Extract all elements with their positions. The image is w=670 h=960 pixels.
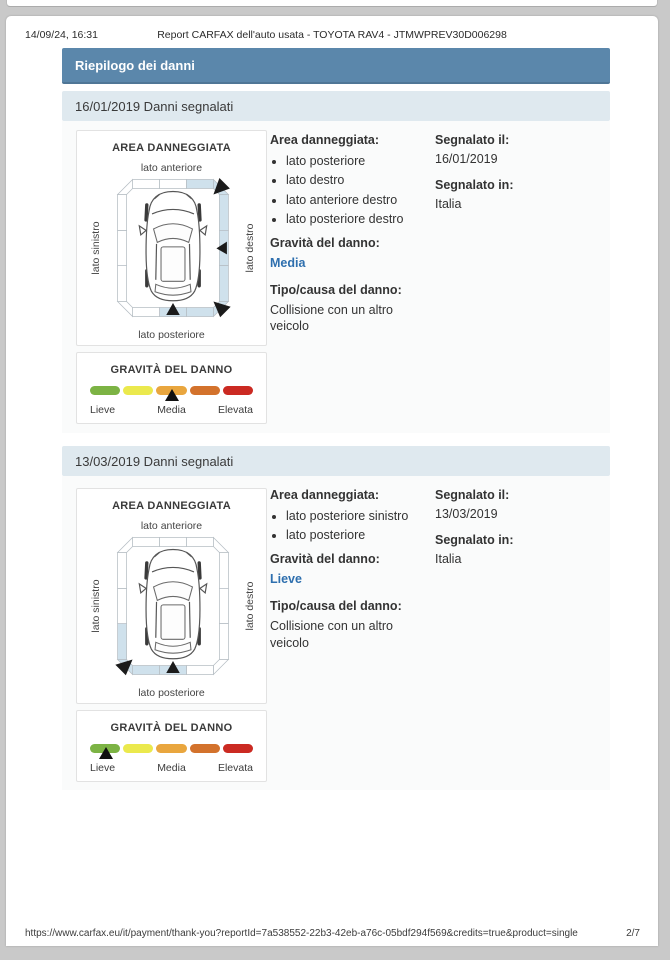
reported-in-label: Segnalato in: — [435, 532, 514, 547]
frame-segment — [186, 308, 213, 317]
document-datetime: 14/09/24, 16:31 — [25, 29, 98, 41]
frame-segment — [213, 660, 228, 675]
severity-segment — [223, 744, 253, 753]
front-side-label: lato anteriore — [140, 162, 203, 174]
frame-segment — [118, 230, 127, 265]
severity-scale-bar — [90, 744, 253, 753]
cause-label: Tipo/causa del danno: — [270, 282, 402, 297]
rear-side-label: lato posteriore — [138, 687, 205, 699]
severity-segment — [123, 744, 153, 753]
severity-segment — [123, 386, 153, 395]
incident-2-content — [62, 476, 610, 790]
severity-scale-title: GRAVITÀ DEL DANNO — [110, 364, 233, 376]
severity-label: Gravità del danno: — [270, 235, 380, 250]
previous-page-edge — [6, 0, 658, 7]
severity-value-link[interactable]: Media — [270, 255, 306, 270]
frame-segment — [133, 537, 160, 546]
incident-1-header — [62, 91, 610, 121]
reported-on-value: 13/03/2019 — [435, 506, 498, 521]
incident-1-content — [62, 121, 610, 433]
severity-label-min: Lieve — [90, 762, 116, 774]
footer-url-link[interactable]: https://www.carfax.eu/it/payment/thank-you?reportId=7a538552-22b3-42eb-a76c-05bdf294f569&credits=true&product=single — [25, 928, 578, 939]
front-side-label: lato anteriore — [140, 520, 203, 532]
frame-segment — [186, 537, 213, 546]
car-top-view — [139, 191, 206, 300]
severity-scale-bar — [90, 386, 253, 395]
frame-segment — [133, 666, 160, 675]
reported-on-value: 16/01/2019 — [435, 151, 498, 166]
reported-in-value: Italia — [435, 551, 462, 566]
banner-title: Riepilogo dei danni — [75, 57, 195, 73]
frame-segment — [118, 179, 133, 194]
severity-value-link[interactable]: Lieve — [270, 572, 302, 586]
frame-segment — [219, 194, 228, 230]
frame-segment — [118, 194, 127, 230]
frame-segment — [118, 624, 127, 660]
frame-segment — [219, 588, 228, 623]
severity-scale-labels — [90, 762, 253, 774]
document-header — [6, 29, 658, 45]
frame-segment — [118, 552, 127, 588]
severity-label-max: Elevata — [217, 762, 253, 774]
damage-summary-banner — [62, 48, 610, 84]
reported-on-label: Segnalato il: — [435, 488, 510, 502]
left-side-label: lato sinistro — [90, 221, 102, 275]
frame-segment — [118, 588, 127, 623]
severity-segment — [190, 744, 220, 753]
severity-segment — [190, 386, 220, 395]
frame-segment — [133, 308, 160, 317]
severity-pointer-icon — [99, 747, 113, 759]
severity-segment — [156, 744, 186, 753]
damage-area-item: • lato anteriore destro — [286, 192, 435, 209]
frame-segment — [213, 537, 228, 552]
severity-segment — [90, 386, 120, 395]
cause-value: Collisione con un altro veicolo — [270, 302, 393, 334]
cause-label: Tipo/causa del danno: — [270, 598, 402, 613]
frame-segment — [219, 266, 228, 302]
severity-label-mid: Media — [157, 762, 186, 774]
cause-value: Collisione con un altro veicolo — [270, 618, 393, 650]
severity-scale-card — [76, 352, 267, 424]
frame-segment — [186, 179, 213, 188]
frame-segment — [160, 179, 187, 188]
frame-segment — [133, 179, 160, 188]
damage-area-item: • lato posteriore — [286, 153, 435, 170]
incident-1-details — [270, 132, 602, 335]
damaged-area-label: Area danneggiata: — [270, 133, 380, 147]
severity-segment — [223, 386, 253, 395]
damaged-area-card-title: AREA DANNEGGIATA — [112, 500, 231, 512]
left-side-label: lato sinistro — [90, 579, 102, 633]
severity-scale-card — [76, 710, 267, 782]
reported-in-value: Italia — [435, 196, 462, 211]
damage-area-item: • lato posteriore destro — [286, 211, 435, 228]
frame-segment — [186, 666, 213, 675]
damaged-areas-list — [270, 153, 435, 228]
reported-in-label: Segnalato in: — [435, 177, 514, 192]
severity-label-max: Elevata — [217, 404, 253, 416]
damaged-area-card — [76, 488, 267, 704]
right-side-label: lato destro — [244, 223, 256, 273]
severity-label-min: Lieve — [90, 404, 116, 416]
rear-side-label: lato posteriore — [138, 329, 205, 341]
frame-segment — [118, 266, 127, 302]
frame-segment — [219, 624, 228, 660]
damage-area-item: • lato posteriore — [286, 527, 435, 544]
damaged-areas-list — [270, 508, 435, 544]
severity-label-mid: Media — [157, 404, 186, 416]
report-page — [6, 16, 658, 946]
frame-segment — [160, 537, 187, 546]
frame-segment — [118, 302, 133, 317]
damaged-area-card-title: AREA DANNEGGIATA — [112, 142, 231, 154]
incident-2-header-text: 13/03/2019 Danni segnalati — [75, 453, 234, 469]
car-damage-diagram — [113, 175, 233, 321]
damage-area-item: • lato destro — [286, 172, 435, 189]
severity-scale-title: GRAVITÀ DEL DANNO — [110, 722, 233, 734]
car-top-view — [139, 549, 206, 658]
frame-segment — [219, 552, 228, 588]
severity-pointer-icon — [165, 389, 179, 401]
document-footer — [25, 928, 640, 939]
damage-area-item: • lato posteriore sinistro — [286, 508, 435, 525]
reported-on-label: Segnalato il: — [435, 133, 510, 147]
document-title: Report CARFAX dell'auto usata - TOYOTA RAV4 - JTMWPREV30D006298 — [157, 29, 507, 41]
damaged-area-label: Area danneggiata: — [270, 488, 380, 502]
frame-segment — [118, 537, 133, 552]
incident-2-header — [62, 446, 610, 476]
right-side-label: lato destro — [244, 581, 256, 631]
damaged-area-card — [76, 130, 267, 346]
incident-1-header-text: 16/01/2019 Danni segnalati — [75, 98, 234, 114]
severity-label: Gravità del danno: — [270, 552, 380, 567]
severity-scale-labels — [90, 404, 253, 416]
incident-2-details — [270, 487, 602, 652]
car-damage-diagram — [113, 533, 233, 679]
page-indicator: 2/7 — [626, 928, 640, 939]
